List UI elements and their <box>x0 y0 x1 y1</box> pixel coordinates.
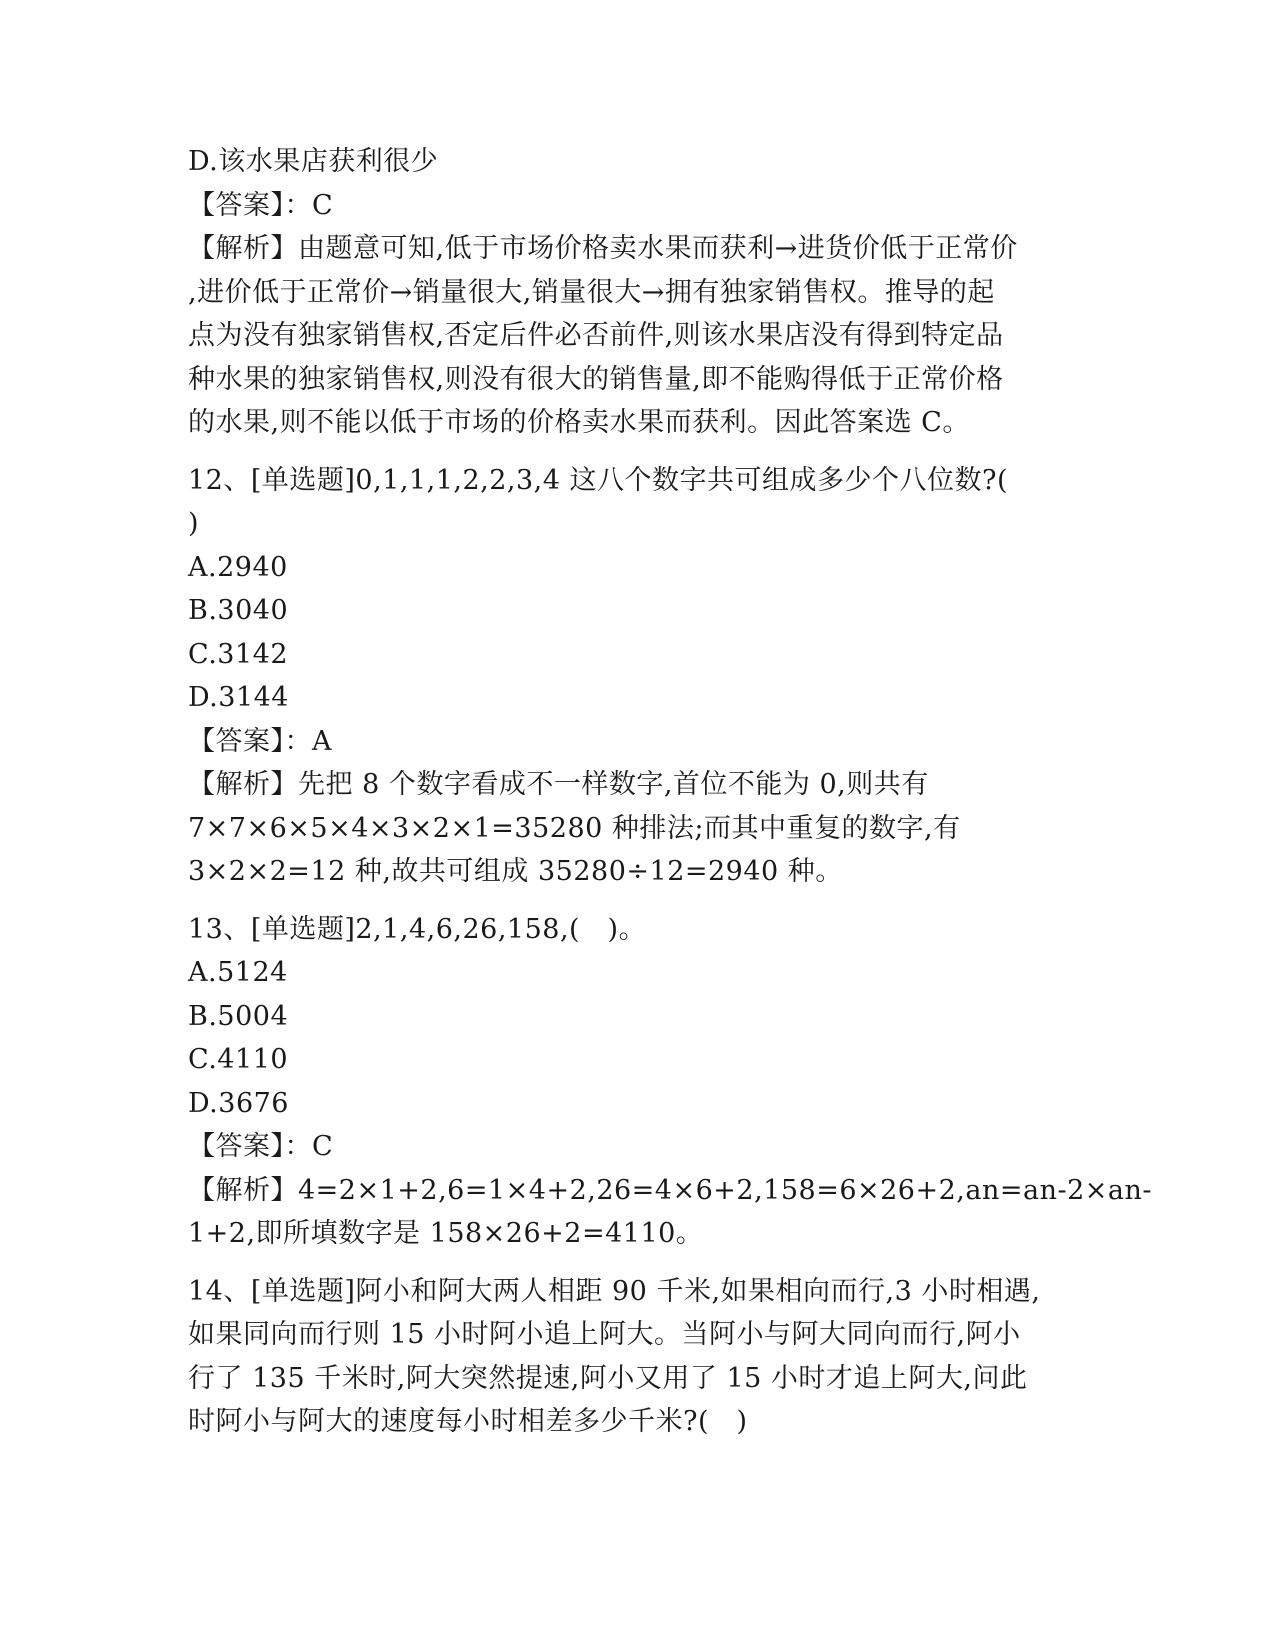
question-stem: 14、[单选题]阿小和阿大两人相距 90 千米,如果相向而行,3 小时相遇, <box>188 1275 1041 1307</box>
analysis-line: 7×7×6×5×4×3×2×1=35280 种排法;而其中重复的数字,有 <box>188 812 961 844</box>
analysis-line: 种水果的独家销售权,则没有很大的销售量,即不能购得低于正常价格 <box>188 363 1004 395</box>
spacer <box>188 1256 1088 1270</box>
answer-line: 【答案】：C <box>188 1131 334 1162</box>
analysis-line: ,进价低于正常价→销量很大,销量很大→拥有独家销售权。推导的起 <box>188 276 995 308</box>
analysis-line: 【解析】先把 8 个数字看成不一样数字,首位不能为 0,则共有 <box>188 769 929 800</box>
option-a: A.5124 <box>188 957 288 988</box>
option-b: B.3040 <box>188 595 289 626</box>
spacer <box>188 894 1088 908</box>
question-stem: 时阿小与阿大的速度每小时相差多少千米?( ) <box>188 1406 748 1437</box>
question-13 <box>188 908 1153 1256</box>
prev-question-block <box>188 140 1088 445</box>
answer-line: 【答案】：A <box>188 725 332 757</box>
question-stem: 行了 135 千米时,阿大突然提速,阿小又用了 15 小时才追上阿大,问此 <box>188 1362 1028 1394</box>
spacer <box>188 445 1088 459</box>
analysis-line: 【解析】4=2×1+2,6=1×4+2,26=4×6+2,158=6×26+2,an=an-2×an- <box>188 1174 1153 1206</box>
option-a: A.2940 <box>188 551 288 583</box>
option-c: C.3142 <box>188 638 288 670</box>
analysis-line: 的水果,则不能以低于市场的价格卖水果而获利。因此答案选 C。 <box>188 407 970 438</box>
option-d: D.该水果店获利很少 <box>188 146 439 177</box>
option-b: B.5004 <box>188 1000 289 1032</box>
analysis-line: 1+2,即所填数字是 158×26+2=4110。 <box>188 1218 704 1249</box>
question-stem: 12、[单选题]0,1,1,1,2,2,3,4 这八个数字共可组成多少个八位数?( <box>188 464 1009 496</box>
question-stem: 如果同向而行则 15 小时阿小追上阿大。当阿小与阿大同向而行,阿小 <box>188 1319 1021 1350</box>
question-12 <box>188 459 1088 894</box>
option-c: C.4110 <box>188 1044 288 1075</box>
analysis-line: 点为没有独家销售权,否定后件必否前件,则该水果店没有得到特定品 <box>188 320 1004 351</box>
answer-line: 【答案】：C <box>188 189 334 221</box>
document-page <box>188 140 1153 1444</box>
question-stem: ) <box>188 508 200 539</box>
option-d: D.3144 <box>188 682 289 713</box>
question-stem: 13、[单选题]2,1,4,6,26,158,( )。 <box>188 913 647 945</box>
analysis-line: 3×2×2=12 种,故共可组成 35280÷12=2940 种。 <box>188 856 843 887</box>
analysis-line: 【解析】由题意可知,低于市场价格卖水果而获利→进货价低于正常价 <box>188 233 1018 264</box>
question-14 <box>188 1270 1088 1444</box>
option-d: D.3676 <box>188 1087 289 1119</box>
